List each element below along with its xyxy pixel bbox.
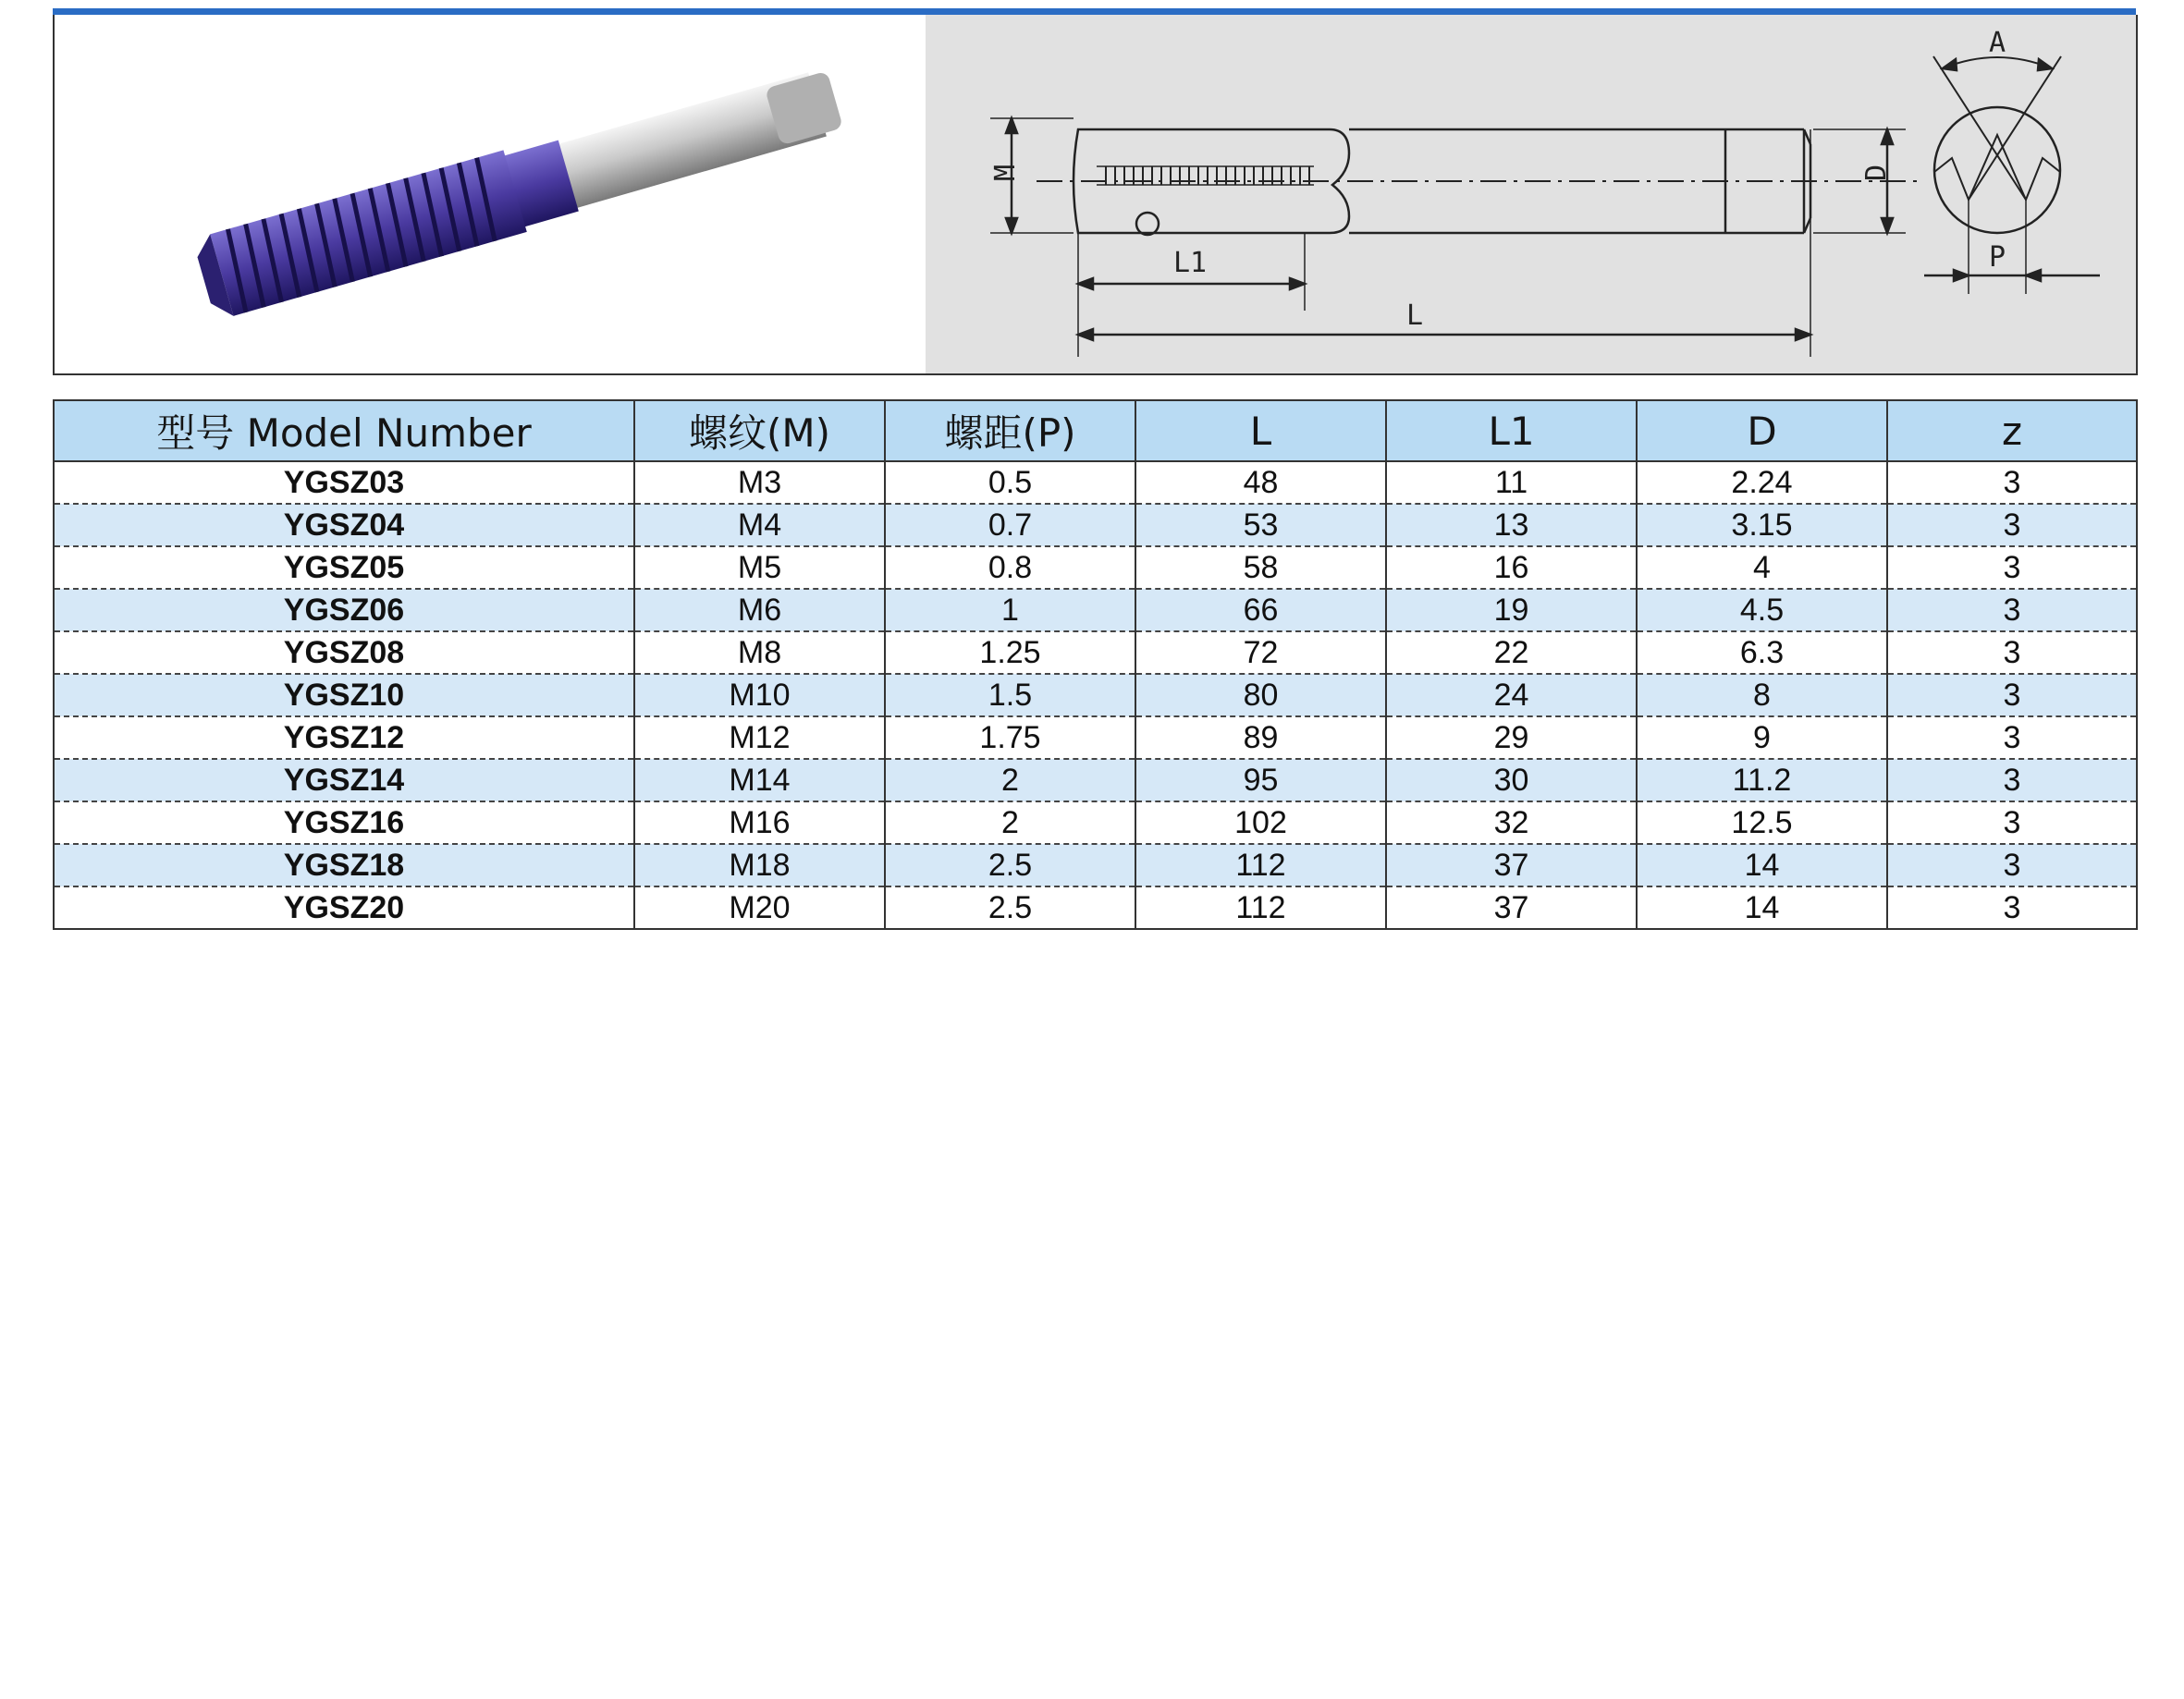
col-length-l1-cell: 37 bbox=[1386, 886, 1637, 929]
col-diameter-d-cell: 3.15 bbox=[1637, 504, 1887, 546]
col-thread-m-cell: M6 bbox=[634, 589, 885, 631]
col-flutes-z-header: z bbox=[1887, 400, 2137, 461]
col-thread-m-cell: M14 bbox=[634, 759, 885, 801]
col-diameter-d-cell: 12.5 bbox=[1637, 801, 1887, 844]
col-model-number-cell: YGSZ10 bbox=[54, 674, 634, 716]
col-pitch-p-cell: 2 bbox=[885, 759, 1135, 801]
col-flutes-z-cell: 3 bbox=[1887, 631, 2137, 674]
col-diameter-d-cell: 4 bbox=[1637, 546, 1887, 589]
col-thread-m-cell: M16 bbox=[634, 801, 885, 844]
col-thread-m-cell: M8 bbox=[634, 631, 885, 674]
col-pitch-p-cell: 1 bbox=[885, 589, 1135, 631]
technical-drawing bbox=[926, 15, 2136, 373]
col-flutes-z-cell: 3 bbox=[1887, 546, 2137, 589]
col-thread-m-cell: M18 bbox=[634, 844, 885, 886]
col-diameter-d-cell: 8 bbox=[1637, 674, 1887, 716]
tap-illustration bbox=[55, 15, 926, 373]
flute-circle bbox=[1136, 213, 1159, 235]
col-pitch-p-cell: 0.5 bbox=[885, 461, 1135, 504]
col-length-l1-cell: 32 bbox=[1386, 801, 1637, 844]
col-length-l-cell: 102 bbox=[1135, 801, 1386, 844]
table-row bbox=[54, 886, 2137, 929]
col-diameter-d-header: D bbox=[1637, 400, 1887, 461]
col-length-l-cell: 112 bbox=[1135, 844, 1386, 886]
table-row bbox=[54, 631, 2137, 674]
label-d: D bbox=[1860, 164, 1893, 181]
col-thread-m-cell: M20 bbox=[634, 886, 885, 929]
tap-dimension-drawing bbox=[926, 15, 2136, 373]
col-thread-m-cell: M4 bbox=[634, 504, 885, 546]
col-flutes-z-cell: 3 bbox=[1887, 589, 2137, 631]
label-p: P bbox=[1989, 241, 2006, 274]
col-pitch-p-cell: 1.25 bbox=[885, 631, 1135, 674]
col-length-l-cell: 72 bbox=[1135, 631, 1386, 674]
col-diameter-d-cell: 6.3 bbox=[1637, 631, 1887, 674]
col-flutes-z-cell: 3 bbox=[1887, 716, 2137, 759]
col-flutes-z-cell: 3 bbox=[1887, 759, 2137, 801]
col-flutes-z-cell: 3 bbox=[1887, 886, 2137, 929]
col-pitch-p-header: 螺距(P) bbox=[885, 400, 1135, 461]
col-model-number-cell: YGSZ04 bbox=[54, 504, 634, 546]
table-row bbox=[54, 759, 2137, 801]
product-panel bbox=[53, 15, 2138, 375]
col-model-number-header: 型号 Model Number bbox=[54, 400, 634, 461]
spec-table bbox=[53, 399, 2138, 930]
col-thread-m-cell: M10 bbox=[634, 674, 885, 716]
col-length-l-cell: 66 bbox=[1135, 589, 1386, 631]
col-length-l1-cell: 29 bbox=[1386, 716, 1637, 759]
table-row bbox=[54, 504, 2137, 546]
col-length-l-header: L bbox=[1135, 400, 1386, 461]
col-diameter-d-cell: 11.2 bbox=[1637, 759, 1887, 801]
col-length-l-cell: 58 bbox=[1135, 546, 1386, 589]
col-flutes-z-cell: 3 bbox=[1887, 461, 2137, 504]
col-length-l-cell: 80 bbox=[1135, 674, 1386, 716]
col-length-l-cell: 95 bbox=[1135, 759, 1386, 801]
table-header-row bbox=[54, 400, 2137, 461]
col-length-l-cell: 48 bbox=[1135, 461, 1386, 504]
col-length-l-cell: 89 bbox=[1135, 716, 1386, 759]
table-row bbox=[54, 801, 2137, 844]
col-model-number-cell: YGSZ20 bbox=[283, 890, 405, 925]
col-pitch-p-cell: 1.5 bbox=[885, 674, 1135, 716]
col-length-l1-cell: 24 bbox=[1386, 674, 1637, 716]
table-row bbox=[54, 674, 2137, 716]
col-length-l1-cell: 30 bbox=[1386, 759, 1637, 801]
product-photo bbox=[55, 15, 926, 373]
col-model-number-cell: YGSZ06 bbox=[54, 589, 634, 631]
col-model-number-cell: YGSZ18 bbox=[54, 844, 634, 886]
col-pitch-p-cell: 2.5 bbox=[885, 886, 1135, 929]
col-pitch-p-cell: 0.8 bbox=[885, 546, 1135, 589]
table-row bbox=[54, 546, 2137, 589]
label-l1: L1 bbox=[1173, 247, 1208, 279]
top-accent-rule bbox=[53, 8, 2136, 15]
col-model-number-cell: YGSZ08 bbox=[54, 631, 634, 674]
col-length-l1-cell: 13 bbox=[1386, 504, 1637, 546]
col-length-l1-cell: 11 bbox=[1386, 461, 1637, 504]
table-row bbox=[54, 716, 2137, 759]
col-length-l-cell: 112 bbox=[1135, 886, 1386, 929]
label-m: M bbox=[989, 164, 1022, 181]
col-flutes-z-cell: 3 bbox=[1887, 844, 2137, 886]
col-model-number-cell: YGSZ16 bbox=[54, 801, 634, 844]
label-a: A bbox=[1989, 27, 2006, 59]
col-pitch-p-cell: 2.5 bbox=[885, 844, 1135, 886]
thread-detail-circle bbox=[1934, 107, 2060, 233]
col-diameter-d-cell: 14 bbox=[1637, 886, 1887, 929]
col-pitch-p-cell: 0.7 bbox=[885, 504, 1135, 546]
col-length-l1-cell: 19 bbox=[1386, 589, 1637, 631]
col-diameter-d-cell: 2.24 bbox=[1637, 461, 1887, 504]
col-diameter-d-cell: 9 bbox=[1637, 716, 1887, 759]
table-row bbox=[54, 844, 2137, 886]
table-row bbox=[54, 589, 2137, 631]
col-length-l1-cell: 22 bbox=[1386, 631, 1637, 674]
col-thread-m-cell: M3 bbox=[634, 461, 885, 504]
col-pitch-p-cell: 2 bbox=[885, 801, 1135, 844]
col-model-number-cell: YGSZ14 bbox=[54, 759, 634, 801]
table-row bbox=[54, 461, 2137, 504]
col-thread-m-header: 螺纹(M) bbox=[634, 400, 885, 461]
col-flutes-z-cell: 3 bbox=[1887, 504, 2137, 546]
col-model-number-cell: YGSZ03 bbox=[54, 461, 634, 504]
col-thread-m-cell: M12 bbox=[634, 716, 885, 759]
label-l: L bbox=[1406, 299, 1424, 332]
col-thread-m-cell: M5 bbox=[634, 546, 885, 589]
col-length-l1-cell: 37 bbox=[1386, 844, 1637, 886]
col-diameter-d-cell: 4.5 bbox=[1637, 589, 1887, 631]
col-length-l-cell: 53 bbox=[1135, 504, 1386, 546]
col-diameter-d-cell: 14 bbox=[1637, 844, 1887, 886]
col-model-number-cell: YGSZ05 bbox=[54, 546, 634, 589]
col-pitch-p-cell: 1.75 bbox=[885, 716, 1135, 759]
col-flutes-z-cell: 3 bbox=[1887, 674, 2137, 716]
table-body bbox=[54, 461, 2137, 929]
col-model-number-cell: YGSZ12 bbox=[54, 716, 634, 759]
col-length-l1-header: L1 bbox=[1386, 400, 1637, 461]
col-length-l1-cell: 16 bbox=[1386, 546, 1637, 589]
col-flutes-z-cell: 3 bbox=[1887, 801, 2137, 844]
